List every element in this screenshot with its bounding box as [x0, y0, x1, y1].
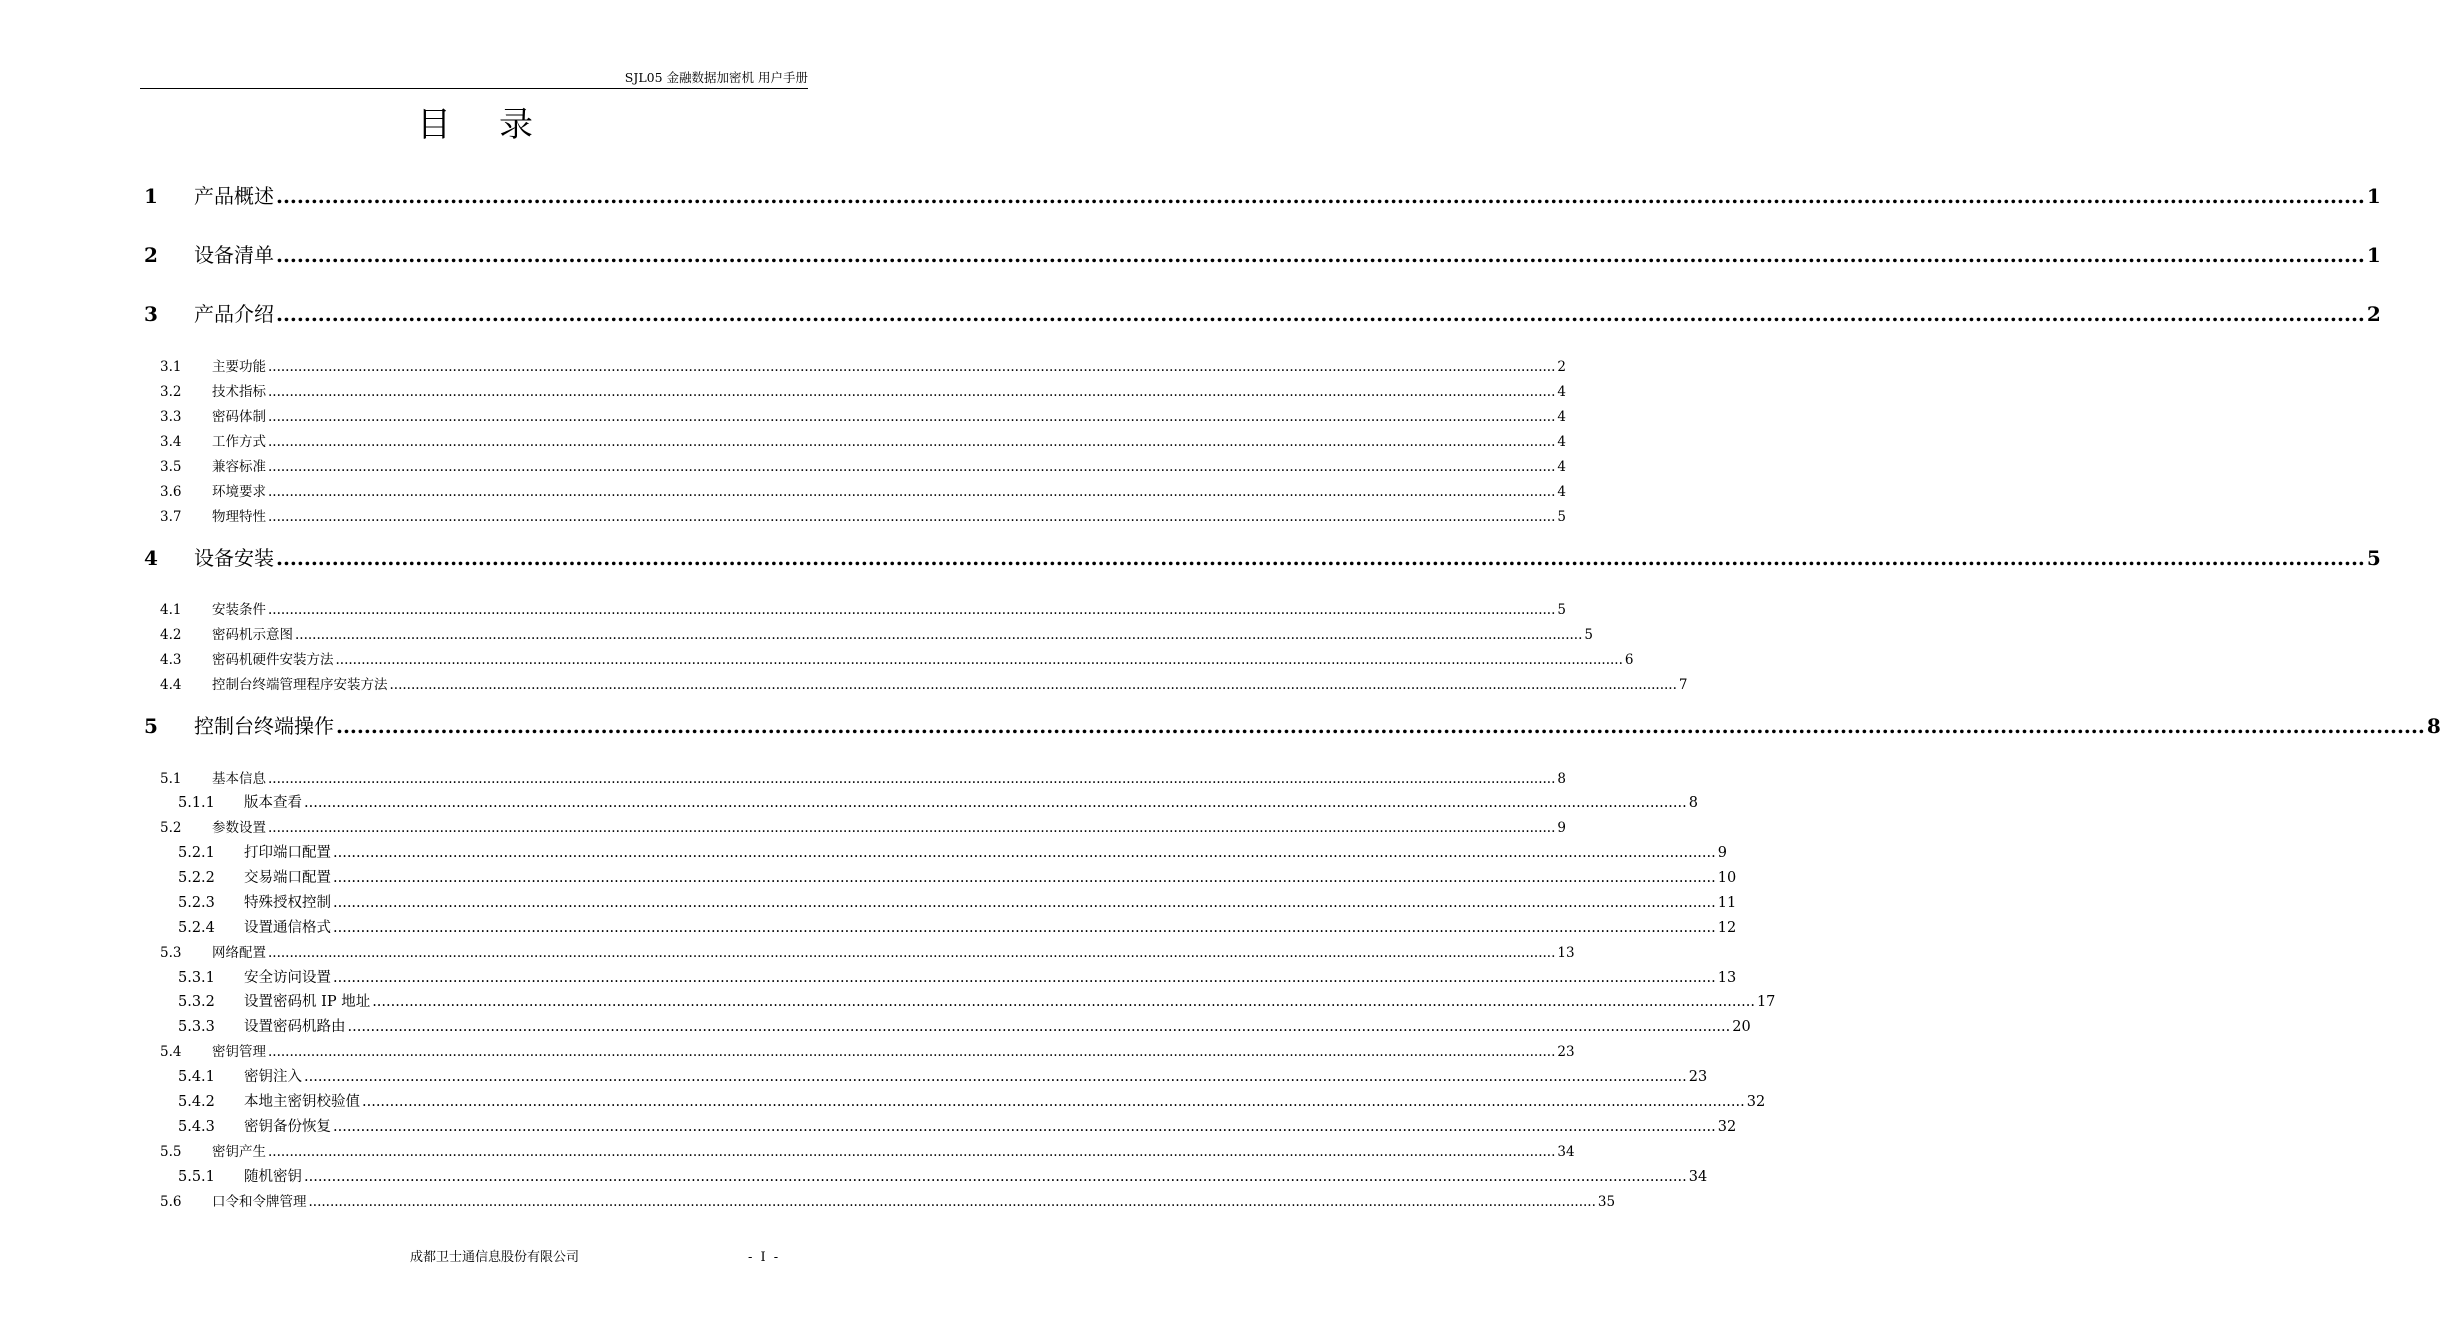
toc-entry-title: 版本查看: [244, 794, 302, 811]
toc-dot-leader: ............................................................................................................................................................................................................................................................................................................: [268, 771, 1556, 787]
toc-entry-number: 3.6: [160, 484, 182, 500]
toc-dot-leader: ............................................................................................................................................................................................................................................................................................................: [304, 1168, 1687, 1185]
toc-entry-page: 20: [1732, 1018, 1751, 1035]
toc-entry-title: 口令和令牌管理: [212, 1194, 307, 1210]
toc-entry-page: 5: [1557, 509, 1566, 525]
toc-entry-page: 2: [1557, 359, 1566, 375]
toc-entry[interactable]: [178, 916, 1737, 939]
toc-dot-leader: ............................................................................................................................................................................................................................................................................................................: [268, 509, 1556, 525]
toc-entry-page: 5: [1584, 627, 1593, 643]
toc-entry-number: 5.2: [160, 820, 182, 836]
toc-entry-page: 4: [1557, 459, 1566, 475]
toc-entry-title: 基本信息: [212, 771, 266, 787]
toc-entry-number: 3.2: [160, 384, 182, 400]
toc-dot-leader: ............................................................................................................................................................................................................................................................................................................: [268, 434, 1556, 450]
toc-entry-page: 32: [1717, 1118, 1737, 1135]
toc-dot-leader: ............................................................................................................................................................................................................................................................................................................: [335, 652, 1623, 668]
toc-entry-page: 8: [1557, 771, 1566, 787]
toc-entry-title: 兼容标准: [212, 459, 266, 475]
toc-entry-page: 34: [1688, 1168, 1708, 1185]
toc-entry-title: 打印端口配置: [244, 844, 331, 861]
toc-entry[interactable]: [178, 990, 1776, 1013]
toc-entry-number: 3.4: [160, 434, 182, 450]
toc-entry-page: 34: [1557, 1144, 1575, 1160]
toc-entry[interactable]: [160, 673, 1688, 695]
toc-entry-page: 9: [1717, 844, 1727, 861]
toc-dot-leader: ............................................................................................................................................................................................................................................................................................................: [268, 359, 1556, 375]
toc-entry-number: 3.5: [160, 459, 182, 475]
toc-entry-title: 网络配置: [212, 945, 266, 961]
footer-page-number: - I -: [748, 1250, 781, 1265]
toc-entry-title: 密钥注入: [244, 1068, 302, 1085]
toc-entry-number: 5.5.1: [178, 1168, 215, 1185]
toc-entry-number: 5.6: [160, 1194, 182, 1210]
toc-entry-page: 13: [1717, 969, 1737, 986]
toc-dot-leader: ............................................................................................................................................................................................................................................................................................................: [333, 894, 1716, 911]
toc-entry-number: 5: [144, 714, 158, 738]
toc-entry-title: 密码机示意图: [212, 627, 293, 643]
toc-entry-title: 密钥产生: [212, 1144, 266, 1160]
toc-dot-leader: ............................................................................................................................................................................................................................................................................................................: [333, 969, 1716, 986]
toc-entry-number: 2: [144, 243, 158, 267]
toc-dot-leader: ............................................................................................................................................................................................................................................................................................................: [308, 1194, 1596, 1210]
toc-entry-title: 参数设置: [212, 820, 266, 836]
toc-entry-title: 设备安装: [194, 546, 274, 570]
toc-entry-page: 4: [1557, 484, 1566, 500]
toc-entry[interactable]: [160, 598, 1566, 620]
toc-entry-title: 工作方式: [212, 434, 266, 450]
toc-dot-leader: ............................................................................................................................................................................................................................................................................................................: [372, 993, 1755, 1010]
toc-entry-page: 1: [2366, 243, 2381, 267]
toc-entry-title: 环境要求: [212, 484, 266, 500]
toc-entry-title: 安装条件: [212, 602, 266, 618]
toc-entry[interactable]: [160, 941, 1575, 963]
toc-entry[interactable]: [178, 1165, 1708, 1188]
toc-entry-number: 5.4.3: [178, 1118, 215, 1135]
toc-dot-leader: ............................................................................................................................................................................................................................................................................................................: [268, 384, 1556, 400]
toc-entry[interactable]: [160, 1140, 1575, 1162]
toc-entry[interactable]: [160, 480, 1566, 502]
toc-dot-leader: ............................................................................................................................................................................................................................................................................................................: [276, 546, 2365, 570]
toc-title: 目录: [417, 105, 581, 145]
toc-entry[interactable]: [160, 430, 1566, 452]
toc-entry-page: 5: [1557, 602, 1566, 618]
toc-dot-leader: ............................................................................................................................................................................................................................................................................................................: [268, 820, 1556, 836]
toc-entry-page: 4: [1557, 384, 1566, 400]
toc-entry-number: 4.2: [160, 627, 182, 643]
toc-entry-number: 5.1.1: [178, 794, 215, 811]
toc-entry-page: 8: [1688, 794, 1698, 811]
toc-entry-title: 设置通信格式: [244, 919, 331, 936]
toc-entry-title: 安全访问设置: [244, 969, 331, 986]
toc-entry-page: 10: [1717, 869, 1737, 886]
toc-entry-number: 5.2.4: [178, 919, 215, 936]
toc-entry-number: 3.7: [160, 509, 182, 525]
toc-entry-title: 密钥备份恢复: [244, 1118, 331, 1135]
toc-entry-page: 17: [1756, 993, 1776, 1010]
toc-entry[interactable]: [160, 455, 1566, 477]
toc-entry-page: 4: [1557, 409, 1566, 425]
toc-dot-leader: ............................................................................................................................................................................................................................................................................................................: [333, 869, 1716, 886]
toc-dot-leader: ............................................................................................................................................................................................................................................................................................................: [333, 1118, 1716, 1135]
toc-entry-page: 5: [2366, 546, 2381, 570]
toc-entry[interactable]: [178, 866, 1737, 889]
toc-entry-title: 产品介绍: [194, 302, 274, 326]
toc-entry-number: 4.4: [160, 677, 182, 693]
toc-entry[interactable]: [160, 767, 1566, 789]
page-header: SJL05 金融数据加密机 用户手册: [624, 70, 808, 85]
toc-entry-page: 8: [2426, 714, 2441, 738]
toc-entry-title: 设置密码机路由: [244, 1018, 346, 1035]
toc-entry-page: 9: [1557, 820, 1566, 836]
toc-entry[interactable]: [178, 791, 1698, 814]
toc-entry[interactable]: [178, 1015, 1751, 1038]
toc-entry[interactable]: [144, 180, 2381, 210]
toc-entry-number: 1: [144, 184, 158, 208]
toc-dot-leader: ............................................................................................................................................................................................................................................................................................................: [268, 1144, 1556, 1160]
toc-entry-page: 7: [1678, 677, 1688, 693]
toc-entry-page: 2: [2366, 302, 2381, 326]
toc-entry[interactable]: [160, 1190, 1616, 1212]
toc-entry-number: 4: [144, 546, 158, 570]
toc-entry[interactable]: [144, 542, 2381, 572]
toc-entry-number: 5.5: [160, 1144, 182, 1160]
toc-dot-leader: ............................................................................................................................................................................................................................................................................................................: [276, 243, 2365, 267]
toc-dot-leader: ............................................................................................................................................................................................................................................................................................................: [362, 1093, 1745, 1110]
toc-entry-number: 4.1: [160, 602, 182, 618]
toc-dot-leader: ............................................................................................................................................................................................................................................................................................................: [295, 627, 1583, 643]
toc-entry[interactable]: [178, 891, 1737, 914]
toc-entry-number: 5.1: [160, 771, 182, 787]
toc-entry[interactable]: [160, 648, 1634, 670]
toc-entry[interactable]: [160, 405, 1566, 427]
toc-entry-title: 物理特性: [212, 509, 266, 525]
toc-entry[interactable]: [160, 380, 1566, 402]
toc-dot-leader: ............................................................................................................................................................................................................................................................................................................: [268, 1044, 1556, 1060]
toc-entry-number: 5.3: [160, 945, 182, 961]
toc-dot-leader: ............................................................................................................................................................................................................................................................................................................: [333, 919, 1716, 936]
toc-entry-number: 5.2.2: [178, 869, 215, 886]
toc-entry-page: 13: [1557, 945, 1575, 961]
toc-entry-page: 23: [1688, 1068, 1708, 1085]
toc-entry-title: 交易端口配置: [244, 869, 331, 886]
toc-entry-number: 5.3.2: [178, 993, 215, 1010]
toc-dot-leader: ............................................................................................................................................................................................................................................................................................................: [268, 459, 1556, 475]
toc-entry-page: 4: [1557, 434, 1566, 450]
toc-entry-number: 3.1: [160, 359, 182, 375]
toc-entry-number: 5.2.3: [178, 894, 215, 911]
toc-dot-leader: ............................................................................................................................................................................................................................................................................................................: [389, 677, 1677, 693]
toc-entry-page: 1: [2366, 184, 2381, 208]
toc-entry-title: 技术指标: [212, 384, 266, 400]
toc-entry-page: 12: [1717, 919, 1737, 936]
toc-entry[interactable]: [178, 966, 1737, 989]
toc-entry-page: 23: [1557, 1044, 1575, 1060]
toc-entry[interactable]: [160, 505, 1566, 527]
toc-entry-title: 设置密码机 IP 地址: [244, 993, 371, 1010]
footer-company: 成都卫士通信息股份有限公司: [410, 1250, 580, 1265]
toc-entry-title: 控制台终端操作: [194, 714, 334, 738]
toc-dot-leader: ............................................................................................................................................................................................................................................................................................................: [268, 484, 1556, 500]
toc-dot-leader: ............................................................................................................................................................................................................................................................................................................: [276, 184, 2365, 208]
toc-entry-page: 35: [1597, 1194, 1616, 1210]
toc-entry-page: 11: [1717, 894, 1737, 911]
toc-entry-number: 3: [144, 302, 158, 326]
toc-entry-number: 3.3: [160, 409, 182, 425]
toc-entry-number: 5.2.1: [178, 844, 215, 861]
toc-entry-title: 主要功能: [212, 359, 266, 375]
toc-entry[interactable]: [160, 623, 1593, 645]
toc-dot-leader: ............................................................................................................................................................................................................................................................................................................: [336, 714, 2425, 738]
toc-entry[interactable]: [178, 1115, 1737, 1138]
toc-entry-title: 产品概述: [194, 184, 274, 208]
toc-entry-title: 密码体制: [212, 409, 266, 425]
toc-entry[interactable]: [144, 239, 2381, 269]
toc-dot-leader: ............................................................................................................................................................................................................................................................................................................: [268, 409, 1556, 425]
toc-entry-number: 4.3: [160, 652, 182, 668]
toc-entry[interactable]: [178, 1090, 1766, 1113]
toc-dot-leader: ............................................................................................................................................................................................................................................................................................................: [304, 1068, 1687, 1085]
toc-entry-page: 6: [1624, 652, 1634, 668]
toc-entry-title: 密码机硬件安装方法: [212, 652, 334, 668]
toc-entry-number: 5.3.1: [178, 969, 215, 986]
toc-entry-page: 32: [1746, 1093, 1766, 1110]
toc-entry-number: 5.4.1: [178, 1068, 215, 1085]
toc-dot-leader: ............................................................................................................................................................................................................................................................................................................: [333, 844, 1716, 861]
toc-dot-leader: ............................................................................................................................................................................................................................................................................................................: [268, 602, 1556, 618]
toc-entry-number: 5.4: [160, 1044, 182, 1060]
toc-dot-leader: ............................................................................................................................................................................................................................................................................................................: [276, 302, 2365, 326]
toc-dot-leader: ............................................................................................................................................................................................................................................................................................................: [268, 945, 1556, 961]
toc-entry-title: 随机密钥: [244, 1168, 302, 1185]
toc-entry-number: 5.4.2: [178, 1093, 215, 1110]
toc-entry-title: 控制台终端管理程序安装方法: [212, 677, 388, 693]
toc-entry-number: 5.3.3: [178, 1018, 215, 1035]
toc-entry[interactable]: [178, 841, 1727, 864]
toc-entry[interactable]: [144, 710, 2441, 740]
toc-entry[interactable]: [178, 1065, 1708, 1088]
toc-entry[interactable]: [160, 355, 1566, 377]
toc-dot-leader: ............................................................................................................................................................................................................................................................................................................: [347, 1018, 1731, 1035]
toc-entry[interactable]: [144, 298, 2381, 328]
toc-entry-title: 密钥管理: [212, 1044, 266, 1060]
toc-entry[interactable]: [160, 1040, 1575, 1062]
toc-dot-leader: ............................................................................................................................................................................................................................................................................................................: [304, 794, 1687, 811]
toc-entry[interactable]: [160, 816, 1566, 838]
toc-entry-title: 设备清单: [194, 243, 274, 267]
toc-entry-title: 特殊授权控制: [244, 894, 331, 911]
toc-entry-title: 本地主密钥校验值: [244, 1093, 360, 1110]
